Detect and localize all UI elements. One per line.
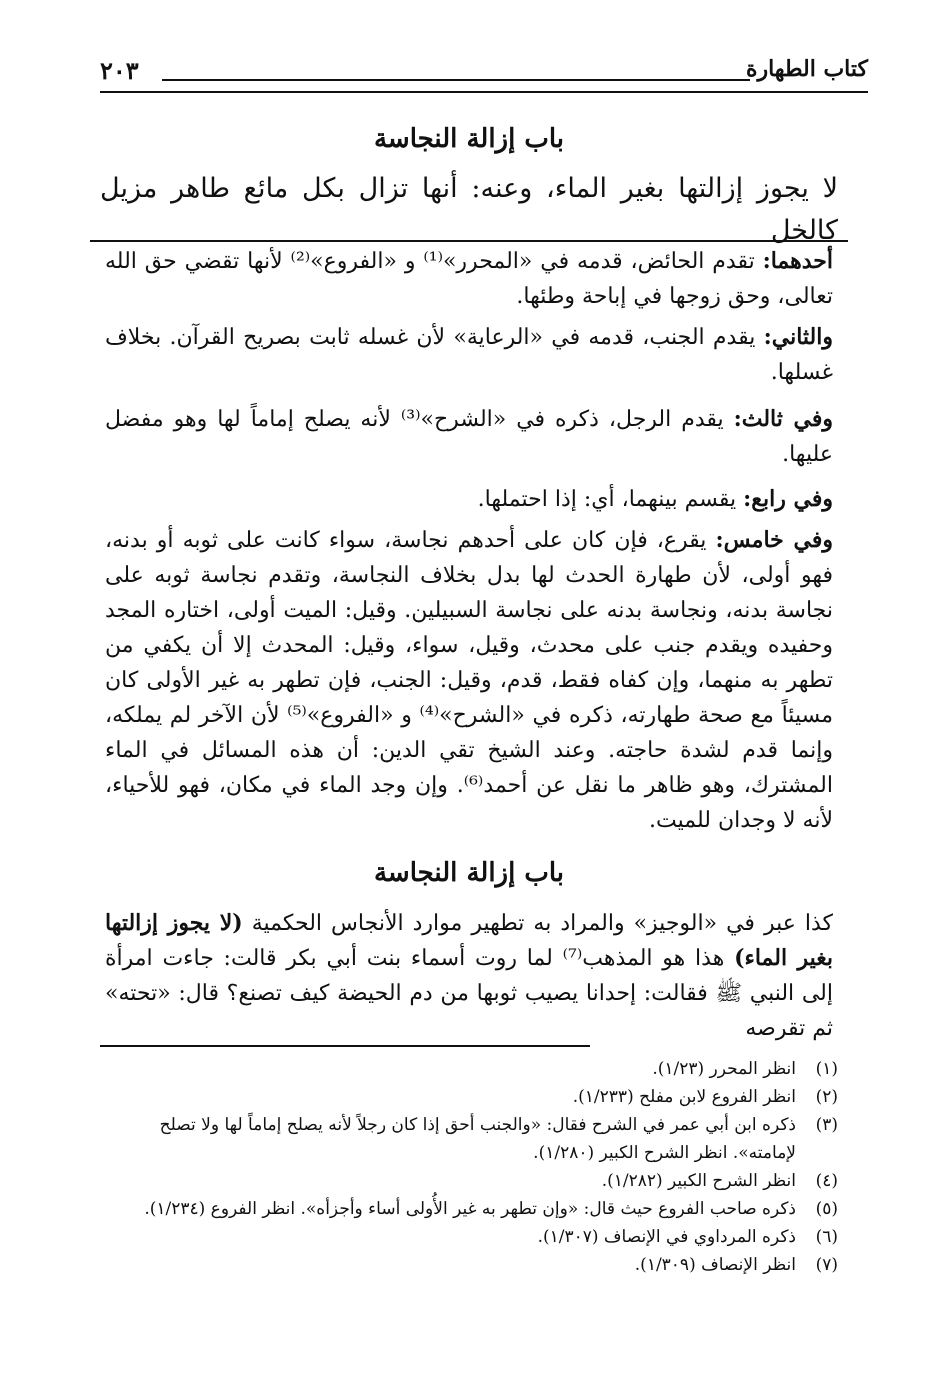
footnote-text: انظر المحرر (١/٢٣). xyxy=(652,1059,796,1079)
footnote xyxy=(100,1055,838,1083)
paragraph-text: يقدم الرجل، ذكره في «الشرح»⁽³⁾ لأنه يصلح إماماً لها وهو مفضل عليها. xyxy=(105,407,833,467)
footnote-number: (٤) xyxy=(815,1171,838,1191)
paragraph-lead: وفي ثالث: xyxy=(733,406,833,432)
paragraph-text: يقسم بينهما، أي: إذا احتملها. xyxy=(477,487,737,512)
matn-separator xyxy=(90,240,848,242)
footnote xyxy=(100,1167,838,1195)
section-title-top: باب إزالة النجاسة xyxy=(373,124,565,154)
footnote xyxy=(100,1083,838,1111)
footnote xyxy=(100,1251,838,1279)
paragraph-text: تقدم الحائض، قدمه في «المحرر»⁽¹⁾ و «الفروع»⁽²⁾ لأنها تقضي حق الله تعالى، وحق زوجها في إباحة وطئها. xyxy=(105,249,833,309)
footnotes xyxy=(100,1055,838,1279)
paragraph-text: هذا هو المذهب⁽⁷⁾ لما روت أسماء بنت أبي بكر قالت: جاءت امرأة إلى النبي ﷺ فقالت: إحدانا يصيب ثوبها من دم الحيضة كيف تصنع؟ قال: «تحته» ثم تقرصه xyxy=(105,946,833,1041)
header-underline xyxy=(100,91,868,93)
section-title-bottom: باب إزالة النجاسة xyxy=(373,858,565,888)
footnote-text: انظر الإنصاف (١/٣٠٩). xyxy=(634,1255,796,1275)
footnote xyxy=(100,1195,838,1223)
footnote-number: (٦) xyxy=(815,1227,838,1247)
paragraph xyxy=(105,402,833,472)
footnote-text: انظر الشرح الكبير (١/٢٨٢). xyxy=(601,1171,796,1191)
running-header xyxy=(100,50,868,100)
paragraph xyxy=(105,482,833,517)
section-body xyxy=(105,906,833,1046)
matn-text: لا يجوز إزالتها بغير الماء، وعنه: أنها تزال بكل مائع طاهر مزيل كالخل xyxy=(100,173,838,246)
paragraph-lead: أحدهما: xyxy=(762,248,834,274)
footnote-number: (١) xyxy=(815,1059,838,1079)
paragraph-lead: وفي رابع: xyxy=(743,486,833,512)
footnote-text: ذكره ابن أبي عمر في الشرح فقال: «والجنب أحق إذا كان رجلاً لأنه يصلح إماماً لها ولا تصلح لإمامته». انظر الشرح الكبير (١/٢٨٠). xyxy=(159,1115,796,1163)
footnote xyxy=(100,1111,838,1167)
footnote-number: (٣) xyxy=(815,1115,838,1135)
footnote-number: (٢) xyxy=(815,1087,838,1107)
footnote-text: ذكره المرداوي في الإنصاف (١/٣٠٧). xyxy=(537,1227,796,1247)
footnote-number: (٥) xyxy=(815,1199,838,1219)
footnote-text: انظر الفروع لابن مفلح (١/٢٣٣). xyxy=(572,1087,796,1107)
paragraph-text: يقدم الجنب، قدمه في «الرعاية» لأن غسله ثابت بصريح القرآن. بخلاف غسلها. xyxy=(105,325,833,385)
commentary-body xyxy=(105,244,833,838)
paragraph xyxy=(105,320,833,390)
paragraph xyxy=(105,244,833,314)
paragraph xyxy=(105,523,833,838)
paragraph-text: كذا عبر في «الوجيز» والمراد به تطهير موارد الأنجاس الحكمية xyxy=(251,911,834,936)
paragraph-lead: وفي خامس: xyxy=(715,527,833,553)
footnote-rule xyxy=(100,1045,590,1047)
page-number: ٢٠٣ xyxy=(100,56,139,85)
book-title: كتاب الطهارة xyxy=(745,56,868,82)
bold-quote: (لا يجوز إزالتها بغير الماء) xyxy=(105,910,833,971)
paragraph xyxy=(105,906,833,1046)
footnote-text: ذكره صاحب الفروع حيث قال: «وإن تطهر به غير الأُولى أساء وأجزأه». انظر الفروع (١/٢٣٤). xyxy=(144,1199,796,1219)
paragraph-lead: والثاني: xyxy=(763,324,833,350)
header-rule xyxy=(162,79,750,81)
footnote-number: (٧) xyxy=(815,1255,838,1275)
paragraph-text: يقرع، فإن كان على أحدهم نجاسة، سواء كانت على ثوبه أو بدنه، فهو أولى، لأن طهارة الحدث لها بدل بخلاف النجاسة، وتقدم نجاسة ثوبه على نجاسة بدنه، ونجاسة بدنه على نجاسة السبيلين. وقيل: الميت أولى، اختاره المجد وحفيده ويقدم جنب على محدث، وقيل، سواء، وقيل: المحدث إلا أن يكفي من تطهر به منهما، وإن كفاه فقط، قدم، وقيل: الجنب، فإن تطهر به غير الأولى كان مسيئاً مع صحة طهارته، ذكره في «الشرح»⁽⁴⁾ و «الفروع»⁽⁵⁾ لأن الآخر لم يملكه، وإنما قدم لشدة حاجته. وعند الشيخ تقي الدين: أن هذه المسائل في الماء المشترك، وهو ظاهر ما نقل عن أحمد⁽⁶⁾. وإن وجد الماء في مكان، فهو للأحياء، لأنه لا وجدان للميت. xyxy=(105,528,833,833)
footnote xyxy=(100,1223,838,1251)
